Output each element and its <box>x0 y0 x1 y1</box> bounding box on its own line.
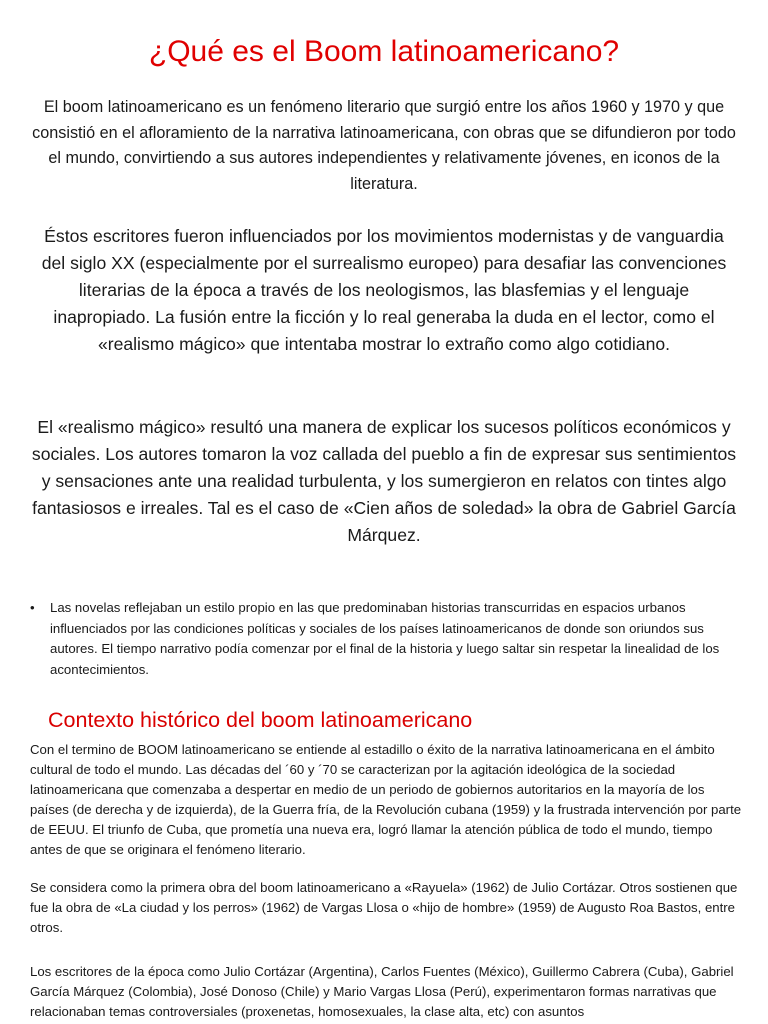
bullet-text: Las novelas reflejaban un estilo propio en las que predominaban historias transcurridas en espacios urbanos influenciados por las condiciones políticas y sociales de los países latinoamericanos de donde son oriundos sus autores. El tiempo narrativo podía comenzar por el final de la historia y luego saltar sin respetar la linealidad de los acontecimientos. <box>50 600 720 677</box>
section-heading: Contexto histórico del boom latinoamericano <box>48 708 473 732</box>
context-paragraph-3: Los escritores de la época como Julio Cortázar (Argentina), Carlos Fuentes (México), Guillermo Cabrera (Cuba), Gabriel García Márquez (Colombia), José Donoso (Chile) y Mario Vargas Llosa (Perú), experimentaron formas narrativas que relacionaban temas controversiales (proxenetas, homosexuales, la clase alta, etc) con asuntos <box>30 964 734 1019</box>
context-paragraph-1: Con el termino de BOOM latinoamericano se entiende al estadillo o éxito de la narrativa latinoamericana en el ámbito cultural de todo el mundo. Las décadas del ´60 y ´70 se caracterizan por la agitación ideológica de la sociedad latinoamericana que comenzaba a despertar en medio de un periodo de gobiernos autoritarios en la mayoría de los países (de derecha y de izquierda), de la Guerra fría, de la Revolución cubana (1959) y la frustrada intervención por parte de EEUU. El triunfo de Cuba, que prometía una nueva era, logró llamar la atención pública de todo el mundo, tiempo antes de que se originara el fenómeno literario. <box>30 742 742 857</box>
page-title: ¿Qué es el Boom latinoamericano? <box>148 35 620 68</box>
intro-paragraph-3: El «realismo mágico» resultó una manera de explicar los sucesos políticos económicos y sociales. Los autores tomaron la voz callada del pueblo a fin de expresar sus sentimientos y sensaciones ante una realidad turbulenta, y los sumergieron en relatos con tintes algo fantasiosos e irreales. Tal es el caso de «Cien años de soledad» la obra de Gabriel García Márquez. <box>31 417 737 545</box>
bullet-marker: • <box>30 600 35 615</box>
intro-paragraph-2: Éstos escritores fueron influenciados por los movimientos modernistas y de vanguardia del siglo XX (especialmente por el surrealismo europeo) para desafiar las convenciones literarias de la época a través de los neologismos, las blasfemias y el lenguaje inapropiado. La fusión entre la ficción y lo real generaba la duda en el lector, como el «realismo mágico» que intentaba mostrar lo extraño como algo cotidiano. <box>41 226 727 354</box>
context-paragraph-2: Se considera como la primera obra del boom latinoamericano a «Rayuela» (1962) de Julio Cortázar. Otros sostienen que fue la obra de «La ciudad y los perros» (1962) de Vargas Llosa o «hijo de hombre» (1959) de Augusto Roa Bastos, entre otros. <box>30 880 738 935</box>
intro-paragraph-1: El boom latinoamericano es un fenómeno literario que surgió entre los años 1960 y 1970 y que consistió en el afloramiento de la narrativa latinoamericana, con obras que se difundieron por todo el mundo, convirtiendo a sus autores independientes y relativamente jóvenes, en iconos de la literatura. <box>32 98 736 193</box>
